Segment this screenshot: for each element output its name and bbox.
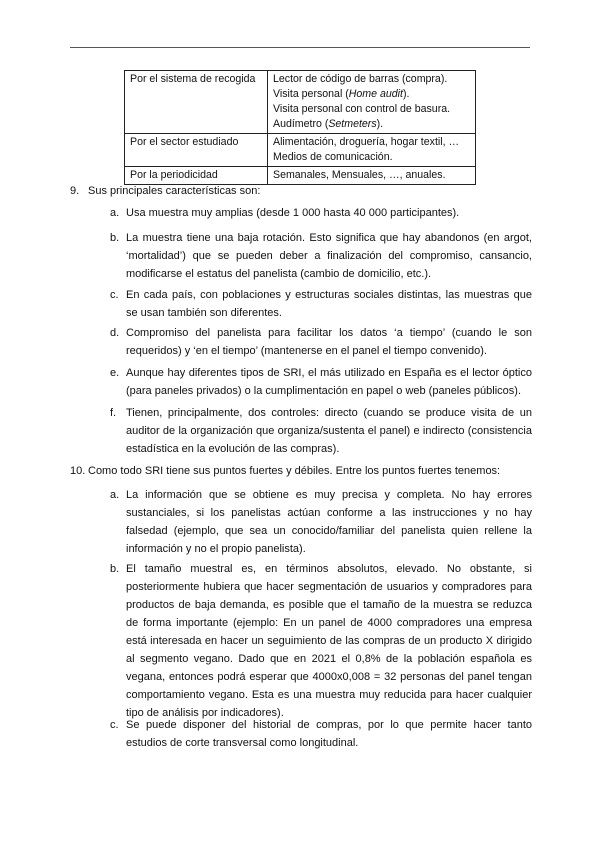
sub-letter: a. <box>110 207 120 219</box>
table-cell-value <box>268 134 476 167</box>
item-number: 9. <box>70 185 80 197</box>
sub-text: Tienen, principalmente, dos controles: directo (cuando se produce visita de un auditor de la organización que organiza/sustenta el panel) e indirecto (consistencia estadística en la evolución de las compras). <box>126 407 532 455</box>
sub-item <box>110 324 532 360</box>
item-text: Como todo SRI tiene sus puntos fuertes y débiles. Entre los puntos fuertes tenemos: <box>88 465 501 477</box>
sub-item <box>110 716 532 752</box>
sub-item <box>110 404 532 458</box>
sub-text: La muestra tiene una baja rotación. Esto significa que hay abandonos (en argot, ‘mortalidad’) que se pueden deber a finalización del compromiso, cansancio, modificarse el estatus del panelista (cambio de domicilio, etc.). <box>126 232 532 280</box>
table-cell-value <box>268 71 476 134</box>
table-cell-label: Por el sector estudiado <box>125 134 268 167</box>
sub-item <box>110 364 532 400</box>
table-line: Lector de código de barras (compra). <box>273 73 448 85</box>
sub-letter: f. <box>110 407 117 419</box>
sub-text: La información que se obtiene es muy precisa y completa. No hay errores sustanciales, si los panelistas actúan conforme a las instrucciones y no hay falsedad (ejemplo, que sea un conocido/familiar del panelista quien rellene la información y no el propio panelista). <box>126 489 532 555</box>
sub-item <box>110 486 532 558</box>
sub-item <box>110 229 532 283</box>
sub-letter: e. <box>110 367 120 379</box>
table-row <box>125 134 476 167</box>
sub-item <box>110 560 532 722</box>
sub-text: Se puede disponer del historial de compras, por lo que permite hacer tanto estudios de corte transversal como longitudinal. <box>126 719 532 749</box>
table-line: Medios de comunicación. <box>273 151 393 163</box>
table-line: Alimentación, droguería, hogar textil, … <box>273 136 460 148</box>
table-line: Audímetro (Setmeters). <box>273 118 384 130</box>
table-line: Visita personal con control de basura. <box>273 103 451 115</box>
sub-letter: a. <box>110 489 120 501</box>
home-audit-term: Home audit <box>348 88 403 100</box>
sub-text: El tamaño muestral es, en términos absolutos, elevado. No obstante, si posteriormente hubiera que hacer segmentación de usuarios y compradores para productos de baja demanda, es posible que el tamaño de la muestra se reduzca de forma importante (ejemplo: En un panel de 4000 compradores una empresa está interesada en hacer un seguimiento de las compras de un producto X dirigido al segmento vegano. Dado que en 2021 el 0,8% de la población española es vegana, entonces podrá esperar que 4000x0,008 = 32 personas del panel tengan comportamiento vegano. Esta es una muestra muy reducida para hacer cualquier tipo de análisis por indicadores). <box>126 563 532 719</box>
sub-item <box>110 286 532 322</box>
table-line: Semanales, Mensuales, …, anuales. <box>273 169 446 181</box>
sub-text: Compromiso del panelista para facilitar los datos ‘a tiempo’ (cuando le son requeridos) y ‘en el tiempo’ (mantenerse en el panel el tiempo convenido). <box>126 327 532 357</box>
table-cell-label: Por el sistema de recogida <box>125 71 268 134</box>
sub-letter: b. <box>110 563 120 575</box>
sub-letter: d. <box>110 327 120 339</box>
sub-item <box>110 204 532 222</box>
sub-text: Usa muestra muy amplias (desde 1 000 hasta 40 000 participantes). <box>126 207 460 219</box>
sub-text: Aunque hay diferentes tipos de SRI, el más utilizado en España es el lector óptico (para paneles privados) o la cumplimentación en papel o web (paneles públicos). <box>126 367 532 397</box>
table-cell-label: Por la periodicidad <box>125 167 268 185</box>
header-rule <box>70 47 530 48</box>
item-text: Sus principales características son: <box>88 185 261 197</box>
classification-table <box>124 70 476 185</box>
sub-letter: b. <box>110 232 120 244</box>
setmeters-term: Setmeters <box>328 118 377 130</box>
table-row <box>125 71 476 134</box>
table-line: Visita personal (Home audit). <box>273 88 410 100</box>
sub-letter: c. <box>110 719 119 731</box>
sub-text: En cada país, con poblaciones y estructuras sociales distintas, las muestras que se usan también son diferentes. <box>126 289 532 319</box>
sub-letter: c. <box>110 289 119 301</box>
item-number: 10. <box>70 465 86 477</box>
